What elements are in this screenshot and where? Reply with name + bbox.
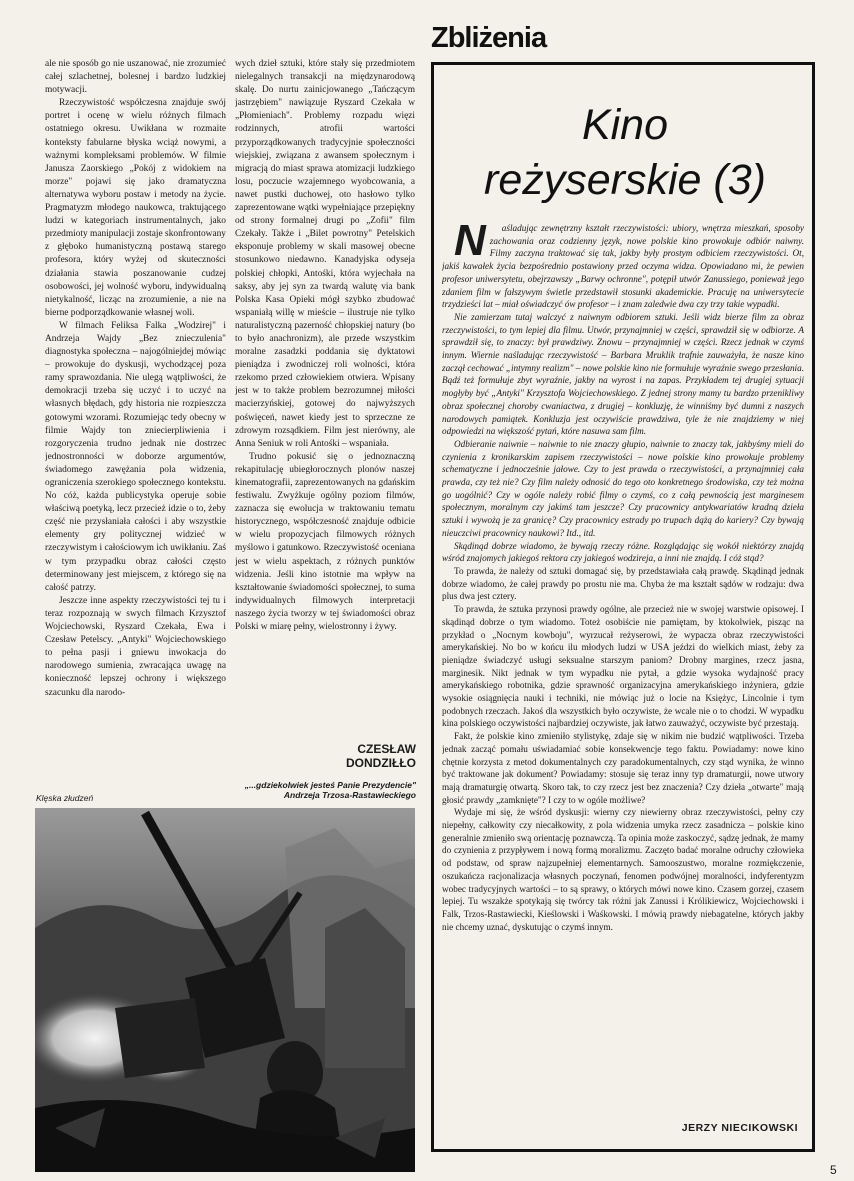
paragraph: W filmach Feliksa Falka „Wodzirej" i Andrzeja Wajdy „Bez znieczulenia" diagnostyka społeczna – najogólniejdej mówiąc – prowokuje do dyskusji, wychodzącej poza ramy sprawozdania. Nie ulegą wątpliwości, że demokracji trzeba się uczyć i to uczyć na własnych błędach, gdy historia nie rozpieszcza gotowymi wzorami. Rozumiejąc tedy obecny w filmie Wajdy ton zniecierpliwienia i rozgoryczenia trudno jednak nie dostrzec jednostronności w doborze argumentów, świadomego zawężania pola widzenia, ograniczenia szerokiego społecznego kontekstu. No cóż, każda publicystyka operuje sobie właściwą poetyką, lecz przecież idzie o to, żeby część nie przysłaniała całości i aby wszystkie elementy gry politycznej widzieć w rzeczywistym i całościowym ich uwikłaniu. Zaś w tym przypadku obraz całości często determinowany jest miejscem, z którego się na całość patrzy. — [45, 320, 226, 593]
paragraph: To prawda, że sztuka przynosi prawdy ogólne, ale przecież nie w swojej warstwie opisowej. I skądinąd dobrze o tym wiadomo. Toteż osobiście nie pamiętam, by ktokolwiek, pisząc na przykład o „Nocnym kowboju", wyrzucał reżyserowi, że wypacza obraz rzeczywistości amerykańskiej. No bo w końcu ilu młodych ludzi w USA jeździ do wielkich miast, żeby za pieniądze świadczyć usługi seksualne starszym paniom? Drobny margines, rzecz jasna, marginesik. Nikt jednak w tym wypadku nie pytał, a gdzie wysoka wydajność pracy amerykańskiego robotnika, gdzie sprawność organizacyjna amerykańskiego inżyniera, gdzie wysokie osiągnięcia nauki i techniki, nie mówiąc już o locie na Księżyc, Lincolnie i tym podobnych rzeczach. Jakoś dla wszystkich było oczywiste, że wcale nie o to chodzi. W wypadku kina polskiego oczywistości najbardziej oczywiste, jak łatwo zauważyć, oczywiste być przestają. — [442, 604, 804, 729]
paragraph: Fakt, że polskie kino zmieniło stylistykę, zdaje się w nikim nie budzić wątpliwości. Trzeba jednak zacząć pomału uświadamiać sobie konsekwencje tego faktu. Powiadamy: nowe kino chętnie korzysta z metod dokumentalnych czy paradokumentalnych, czy stąd wynika, że winno być traktowane jak dokument? Powiadamy: stosuje się teraz inny typ dramaturgii, nowe utwory mają dramaturgię otwartą. Skoro tak, to czy rzecz jest bez znaczenia? Czy dzieła „otwarte" mają głosić prawdy „zamknięte"? I czy to w ogóle możliwe? — [442, 731, 804, 805]
author-first-name: CZESŁAW — [357, 742, 416, 756]
paragraph: Jeszcze inne aspekty rzeczywistości tej tu i teraz rozpoznają w swych filmach Krzysztof Wojciechowski, Ryszard Czekała, Ewa i Czesław Petelscy. „Antyki" Wojciechowskiego to pełna pasji i gniewu inwokacja do narodowego sumienia, zwracająca uwagę na konieczność lepszej ochrony i większego szacunku dla narodo- — [45, 595, 226, 698]
paragraph: Wydaje mi się, że wśród dyskusji: wierny czy niewierny obraz rzeczywistości, pełny czy niepełny, całkowity czy niecałkowity, z pola widzenia umyka rzecz zasadnicza – polskie kino generalnie zmieniło swą orientację poznawczą. Ta opinia może zaskoczyć, sądzę jednak, że mamy do czynienia z przypływem i nową formą moralizmu. Zaczęto badać moralne odruchy człowieka od podstaw, od spraw najzupełniej elementarnych. Samooszustwo, moralne rozmiękczenie, oszukańcza racjonalizacja własnych poczynań, fenomen podwójnej moralności, indyferentyzm wobec tradycyjnych wartości – to są sprawy, o których mówi nowe kino. Czasem gorzej, czasem lepiej. Tu wszakże spotykają się twórcy tak różni jak Zanussi i Królikiewicz, Wojciechowski i Falk, Trzos-Rastawiecki, Kieślowski i Waśkowski. I mówią prawdy niebagatelne, których jakby nie chcemy uznać, dyskutując o czymś innym. — [442, 807, 804, 932]
left-article-column-2 — [235, 58, 415, 728]
lead-paragraph-text: aśladując zewnętrzny kształt rzeczywistości: ubiory, wnętrza mieszkań, sposoby zachowania oraz codzienny język, nowe polskie kino prowokuje odbiór naiwny. Filmy zaczyna traktować się tak, jakby były prostym odbiciem rzeczywistości. Ot, jakiś kawałek życia bezpośrednio postawiony przed oczyma widza. Opowiadano mi, że pewien profesor uniwersytetu, obejrzawszy „Barwy ochronne", potępił utwór Zanussiego, ponieważ jego zdaniem film w fałszywym świetle przedstawił stosunki akademickie. Pracuję na uniwersytecie trzydzieści lat – miał oświadczyć ów profesor – i znam zaledwie dwa czy trzy takie wypadki. — [442, 223, 804, 310]
paragraph: Nie zamierzam tutaj walczyć z naiwnym odbiorem sztuki. Jeśli widz bierze film za obraz rzeczywistości, to tym lepiej dla filmu. Utwór, przynajmniej w części, sprawdził się w odbiorze. A sprawdził się, to znaczy: był prawdziwy. Znowu – przynajmniej w części. Rzecz jednak w czymś innym. Wiernie naśladując rzeczywistość – Barbara Mruklik trafnie zauważyła, że nasze kino zaczął cechować „intymny realizm" – nowe polskie kino nie formułuje wyraźnie swego przesłania. Bądź też formułuje zbyt wyraźnie, jakby na wyrost i na zapas. Przykładem tej drugiej sytuacji mogłyby być „Antyki" Krzysztofa Wojciechowskiego. Z jednej strony mamy tu bardzo przenikliwy obraz społecznej choroby cwaniactwa, z drugiej – konkluzję, że winniśmy być dumni z naszych narodowych pamiątek. Konkluzja jest oczywiście prawdziwa, tyle że nie znajdziemy w niej odpowiedzi na większość pytań, które nasuwa sam film. — [442, 311, 804, 437]
title-line-1: Kino — [581, 101, 669, 149]
author-last-name: DONDZIŁŁO — [346, 756, 416, 770]
paragraph: Rzeczywistość współczesna znajduje swój portret i ocenę w wielu różnych filmach ostatniego okresu. Uwikłana w rozmaite konteksty fabularne błyska wciąż nowymi, a ważnymi kompleksami problemów. W filmie Janusza Zaorskiego „Pokój z widokiem na morze" pojawi się jako dramatyczna alternatywa wyboru postaw i metody na życie. Pragmatyzm młodego naukowca, traktującego ludzi w kategoriach instrumentalnych, jako przedmioty manipulacji zostaje skonfrontowany z głęboko humanistyczną postawą starego profesora, który wyżej od skuteczności działania stawia poszanowanie cudzej osobowości, jej wolność wyboru, indywidualną nietykalność, licząc na zrozumienie, a nie na bierne podporządkowanie własnej woli. — [45, 98, 226, 318]
right-article-body — [442, 222, 804, 1112]
left-article-author — [300, 742, 416, 770]
title-line-2: reżyserskie (3) — [484, 156, 766, 204]
caption-film-title: „...gdziekolwiek jesteś Panie Prezydencie" — [244, 780, 416, 790]
photo-caption-left: Klęska złudzeń — [36, 793, 94, 803]
page-number: 5 — [830, 1163, 837, 1177]
article-title — [455, 98, 795, 208]
drop-cap: N — [454, 222, 486, 265]
paragraph: wych dzieł sztuki, które stały się przedmiotem nielegalnych transakcji na międzynarodową skalę. Do nurtu zainicjowanego „Tańczącym jastrzębiem" nawiązuje Ryszard Czekała w „Płomieniach". Problemy rozpadu więzi rodzinnych, atrofii wartości przyporządkowanych tradycyjnie społeczności wiejskiej, związana z awansem społecznym i migracją do miast sprawa atomizacji ludzkiego losu, poczucie wzajemnego wyobcowania, a nawet pustki duchowej, oto hasłowo tylko zaprezentowane wątki wypełniające przepiękny od strony formalnej drugi po „Zofii" film Czekały. Także i „Bilet powrotny" Petelskich eksponuje problemy w skali masowej obecne stosunkowo niedawno. Kanadyjska odyseja polskiej chłopki, Antośki, która wyjechała na saksy, aby jej syn za twardą walutę via bank Polska Kasa Opieki mógł szybko zbudować wspaniałą willę w mieście – ilustruje nie tylko naturalistyczną pazerność chłopskiej natury (bo to było anachronizm), ale przede wszystkim moralne zasadzki poddania się dyktatowi pieniądza i zwodniczej roli wolności, która rzekomo przed człowiekiem otwiera. Wpisany jest w to także problem bezrozumnej miłości macierzyńskiej, gotowej do najwyższych poświęceń, nawet kiedy jest to sprzeczne ze zdrowym rozsądkiem. Film jest nierówny, ale Anna Seniuk w roli Antośki – wspaniała. — [235, 59, 415, 449]
right-article-author: JERZY NIECIKOWSKI — [681, 1122, 798, 1134]
paragraph: Odbieranie naiwnie – naiwnie to nie znaczy głupio, naiwnie to znaczy tak, jakbyśmy mieli do czynienia z kronikarskim zapisem rzeczywistości – nowe polskie kino prowokuje problemy schematyczne i jednocześnie jałowe. Czy to jest prawda o rzeczywistości, a przynajmniej cała prawda, czy też nie? Czy film należy odnosić do tego oto konkretnego środowiska, czy też można go uogólnić? Czy w ogóle należy robić filmy o czymś, co z całą pewnością jest marginesem społecznym, moralnym czy jakimś tam jeszcze? Czy pracownicy antykwariatów kradną dzieła sztuki i wywożą je za granicę? Czy pracownicy estrady po trupach dążą do kariery? Czy bywają nieuczciwi pracownicy naukowi? Itd., itd. — [442, 438, 804, 538]
section-heading: Zbliżenia — [431, 22, 547, 54]
paragraph: To prawda, że należy od sztuki domagać się, by przedstawiała całą prawdę. Skądinąd jednak dobrze wiadomo, że całej prawdy po prostu nie ma. Chyba że ma kształt sądów w rodzaju: dwa plus dwa jest cztery. — [442, 565, 804, 602]
left-article-column-1 — [45, 58, 226, 770]
paragraph: Trudno pokusić się o jednoznaczną rekapitulację ubiegłorocznych plonów naszej kinematografii, zaprezentowanych na gdańskim festiwalu. Zwyżkuje ogólny poziom filmów, zaznacza się ewolucja w traktowaniu tematu historycznego, współczesność znajduje odbicie w wielu propozycjach filmowych różnych myślowo i gatunkowo. Rzeczywistość oceniana jest w wielu aspektach, z różnych punktów widzenia. Jeśli kino istotnie ma wpływ na kształtowanie świadomości społecznej, to suma indywidualnych filmowych interpretacji naszego życia tworzy w tej świadomości obraz Polski w miarę pełny, wielostronny i żywy. — [235, 451, 415, 633]
film-still-photo — [35, 808, 415, 1172]
lead-paragraph — [442, 222, 804, 311]
paragraph: Skądinąd dobrze wiadomo, że bywają rzeczy różne. Rozglądając się wokół niektórzy znajdą wśród znajomych jakiegoś rektora czy jakiegoś wodzireja, a inni nie znajdą. I cóż stąd? — [442, 540, 804, 564]
photo-caption-right — [228, 780, 416, 800]
war-scene-illustration — [35, 808, 415, 1172]
caption-director: Andrzeja Trzosa-Rastawieckiego — [283, 790, 416, 800]
paragraph: ale nie sposób go nie uszanować, nie zrozumieć całej szlachetnej, bolesnej i bardzo ludzkiej motywacji. — [45, 59, 226, 96]
